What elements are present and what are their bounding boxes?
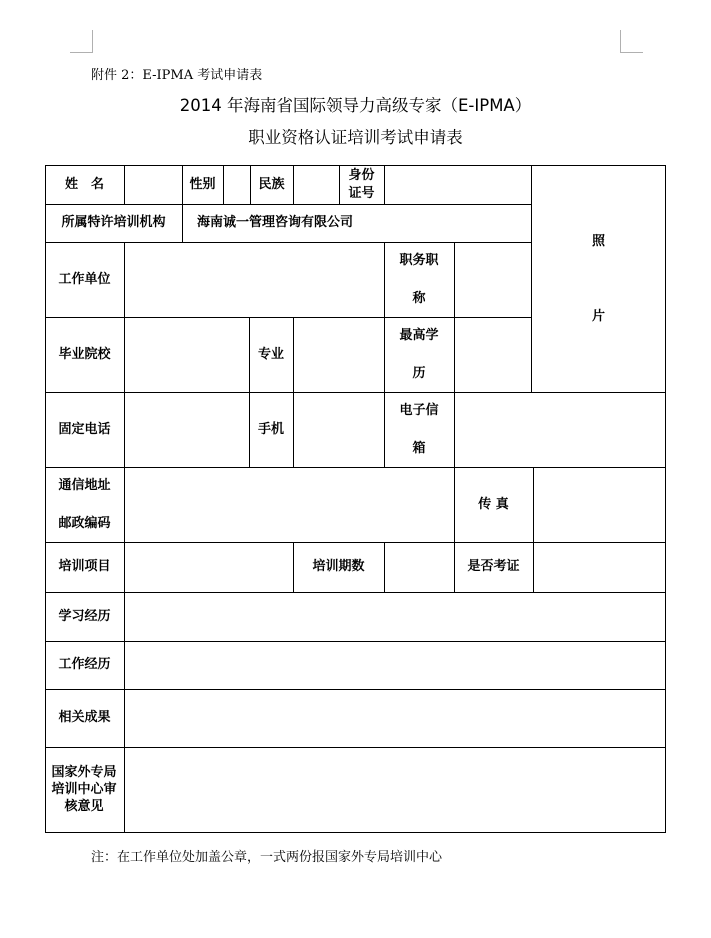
- workplace-field[interactable]: [125, 242, 384, 317]
- study-history-label: 学习经历: [58, 608, 111, 624]
- phone-label: 固定电话: [58, 421, 111, 437]
- major-label: 专业: [257, 346, 284, 362]
- training-period-label: 培训期数: [312, 559, 365, 575]
- table-border-bottom: [45, 832, 666, 833]
- application-form-table: [45, 165, 666, 833]
- id-number-field[interactable]: [385, 165, 531, 204]
- workplace-label: 工作单位: [58, 271, 111, 287]
- education-label: [384, 317, 454, 392]
- id-number-label: [339, 165, 384, 204]
- address-label: 通信地址: [58, 477, 111, 493]
- name-field[interactable]: [125, 165, 182, 204]
- achievements-label: 相关成果: [58, 710, 111, 726]
- certificate-field[interactable]: [534, 542, 665, 592]
- id-number-label-line1: 身份: [348, 167, 375, 183]
- position-label: [384, 242, 454, 317]
- email-label-line1: 电子信: [399, 402, 439, 418]
- center-opinion-label: 国家外专局培训中心审核意见: [51, 765, 117, 814]
- name-label: 姓 名: [64, 176, 104, 192]
- crop-mark-top-right: [620, 30, 643, 53]
- photo-label-1: 照: [592, 234, 606, 249]
- work-history-label: 工作经历: [58, 657, 111, 673]
- email-label: [384, 392, 454, 467]
- study-history-field[interactable]: [125, 592, 665, 641]
- gender-label: 性别: [189, 176, 216, 192]
- school-label: 毕业院校: [58, 346, 111, 362]
- education-field[interactable]: [455, 317, 531, 392]
- page-title: 2014 年海南省国际领导力高级专家（E-IPMA）: [179, 96, 532, 115]
- institution-value[interactable]: 海南诚一管理咨询有限公司: [197, 215, 354, 231]
- mobile-field[interactable]: [294, 392, 384, 467]
- attachment-label: 附件 2：E-IPMA 考试申请表: [91, 68, 263, 83]
- phone-field[interactable]: [125, 392, 249, 467]
- fax-label: 传 真: [478, 496, 509, 512]
- email-label-line2: 箱: [412, 440, 426, 456]
- position-field[interactable]: [455, 242, 531, 317]
- institution-label: 所属特许培训机构: [61, 215, 166, 231]
- training-project-label: 培训项目: [58, 559, 111, 575]
- photo-box[interactable]: [532, 165, 665, 392]
- table-border-right: [665, 165, 666, 833]
- training-period-field[interactable]: [385, 542, 454, 592]
- work-history-field[interactable]: [125, 641, 665, 689]
- footnote: 注：在工作单位处加盖公章，一式两份报国家外专局培训中心: [91, 850, 443, 865]
- ethnicity-label: 民族: [258, 176, 285, 192]
- address-postcode-label: [45, 467, 124, 542]
- position-label-line2: 称: [412, 290, 426, 306]
- gender-field[interactable]: [224, 165, 250, 204]
- photo-label-2: 片: [592, 309, 606, 324]
- training-project-field[interactable]: [125, 542, 293, 592]
- center-opinion-field[interactable]: [125, 747, 665, 832]
- email-field[interactable]: [455, 392, 665, 467]
- mobile-label: 手机: [257, 421, 284, 437]
- education-label-line1: 最高学: [399, 327, 439, 343]
- address-field[interactable]: [125, 467, 454, 542]
- page-subtitle: 职业资格认证培训考试申请表: [248, 128, 463, 147]
- fax-field[interactable]: [534, 467, 665, 542]
- id-number-label-line2: 证号: [348, 185, 375, 201]
- certificate-label: 是否考证: [467, 559, 520, 575]
- education-label-line2: 历: [412, 365, 426, 381]
- ethnicity-field[interactable]: [294, 165, 339, 204]
- crop-mark-top-left: [70, 30, 93, 53]
- achievements-field[interactable]: [125, 689, 665, 747]
- col-line: [182, 204, 183, 242]
- postcode-label: 邮政编码: [58, 515, 111, 531]
- school-field[interactable]: [125, 317, 249, 392]
- major-field[interactable]: [294, 317, 384, 392]
- position-label-line1: 职务职: [399, 252, 439, 268]
